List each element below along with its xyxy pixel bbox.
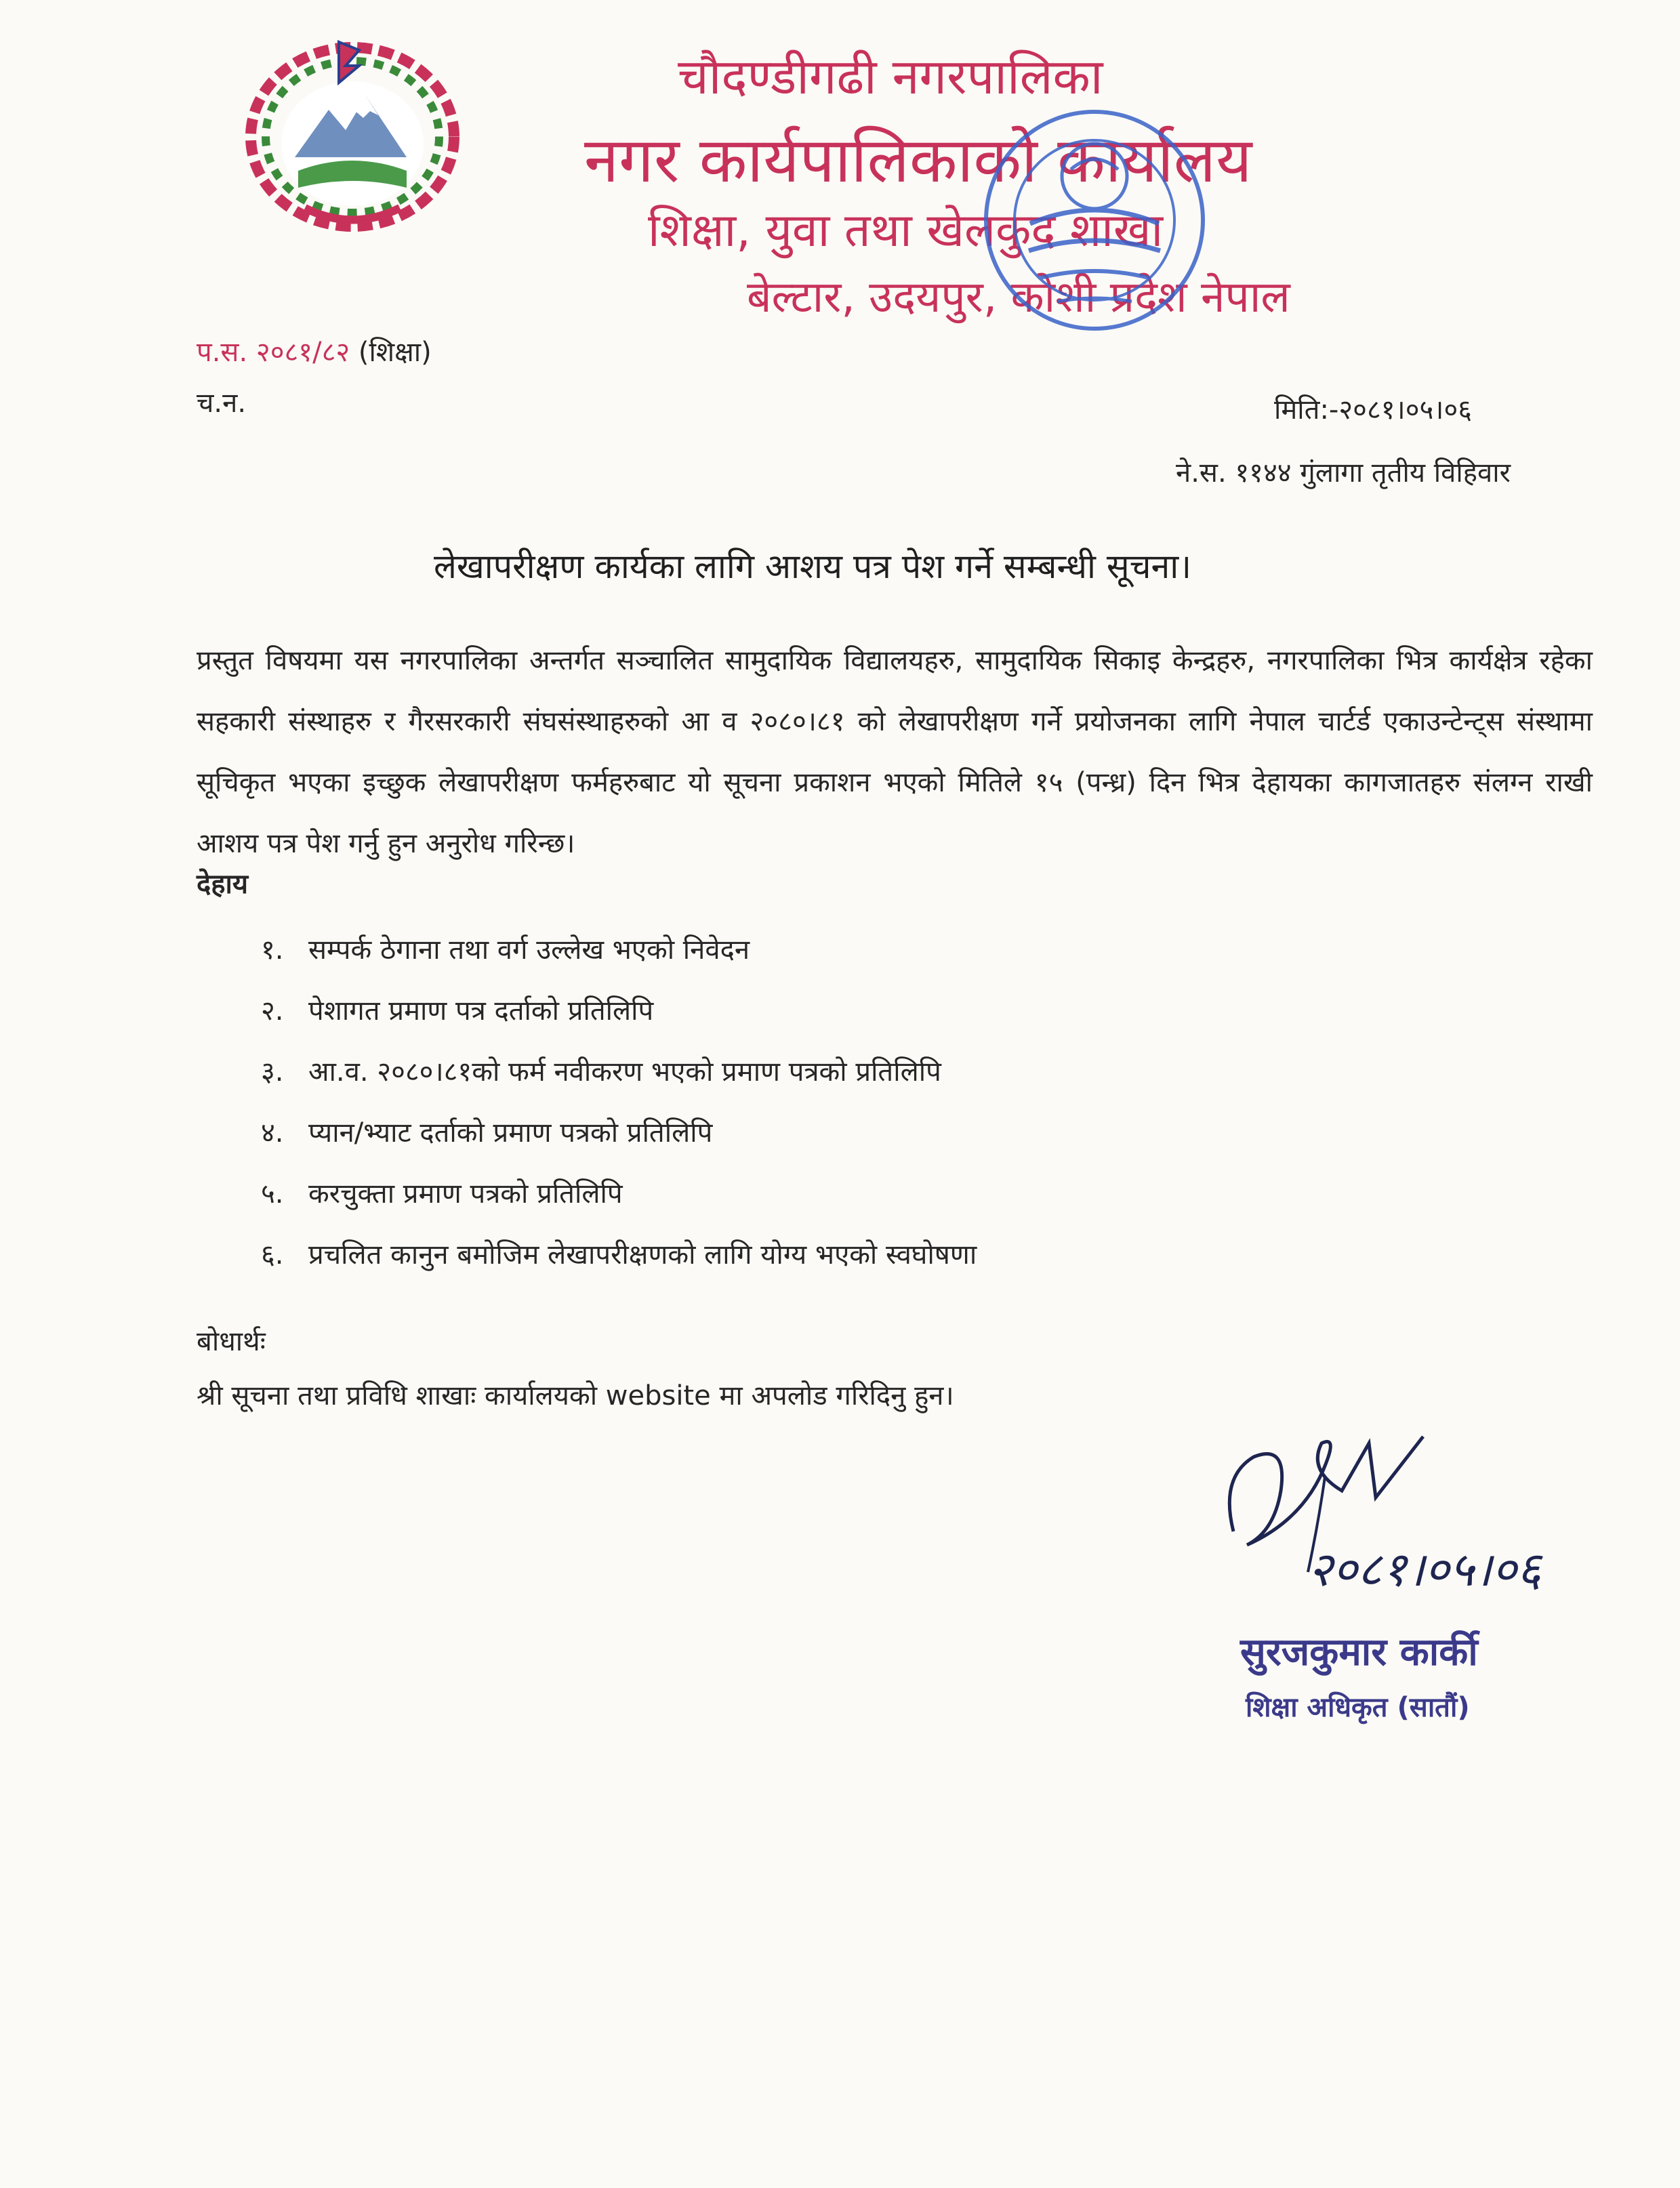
signatory-name: सुरजकुमार कार्की <box>1240 1630 1478 1674</box>
office-stamp-icon <box>976 102 1213 346</box>
list-item <box>261 1235 977 1296</box>
office-address: बेल्टार, उदयपुर, कोशी प्रदेश नेपाल <box>747 272 1290 323</box>
item-text: पेशागत प्रमाण पत्र दर्ताको प्रतिलिपि <box>308 995 654 1027</box>
item-text: करचुक्ता प्रमाण पत्रको प्रतिलिपि <box>308 1178 623 1210</box>
list-item <box>261 1052 977 1113</box>
cc-label: बोधार्थः <box>197 1326 266 1357</box>
date-ns: ने.स. ११४४ गुंलागा तृतीय विहिवार <box>1176 457 1511 489</box>
item-number: २. <box>261 995 284 1027</box>
item-number: ६. <box>261 1239 284 1271</box>
ps-section: (शिक्षा) <box>358 337 432 368</box>
section-name: शिक्षा, युवा तथा खेलकुद शाखा <box>648 204 1164 257</box>
signatory-title: शिक्षा अधिकृत (सातौं) <box>1246 1692 1470 1723</box>
item-number: ५. <box>261 1178 284 1210</box>
ps-number: प.स. २०८१/८२ <box>197 337 350 368</box>
signature-date: २०८१।०५।०६ <box>1308 1542 1542 1597</box>
enclosures-list <box>261 930 977 1296</box>
notice-body: प्रस्तुत विषयमा यस नगरपालिका अन्तर्गत सञ्चालित सामुदायिक विद्यालयहरु, सामुदायिक सिकाइ केन्द्रहरु, नगरपालिका भित्र कार्यक्षेत्र रहेका सहकारी संस्थाहरु र गैरसरकारी संघसंस्थाहरुको आ व २०८०।८१ को लेखापरीक्षण गर्ने प्रयोजनका लागि नेपाल चार्टर्ड एकाउन्टेन्ट्स संस्थामा सूचिकृत भएका इच्छुक लेखापरीक्षण फर्महरुबाट यो सूचना प्रकाशन भएको मितिले १५ (पन्ध्र) दिन भित्र देहायका कागजातहरु संलग्न राखी आशय पत्र पेश गर्नु हुन अनुरोध गरिन्छ। <box>197 645 1593 859</box>
cc-line: श्री सूचना तथा प्रविधि शाखाः कार्यालयको website मा अपलोड गरिदिनु हुन। <box>197 1380 954 1411</box>
list-item <box>261 930 977 991</box>
item-number: ४. <box>261 1117 284 1149</box>
list-item <box>261 991 977 1052</box>
reference-number <box>197 332 432 369</box>
item-number: ३. <box>261 1056 284 1088</box>
office-name: नगर कार्यपालिकाको कार्यालय <box>584 124 1252 197</box>
municipality-name: चौदण्डीगढी नगरपालिका <box>678 48 1103 105</box>
handwritten-signature-icon <box>1206 1416 1586 1619</box>
date-bs: मिति:-२०८१।०५।०६ <box>1274 394 1473 426</box>
list-item <box>261 1174 977 1235</box>
item-text: प्यान/भ्याट दर्ताको प्रमाण पत्रको प्रतिलिपि <box>308 1117 713 1149</box>
enclosures-heading: देहाय <box>197 869 249 900</box>
item-number: १. <box>261 934 284 966</box>
item-text: प्रचलित कानुन बमोजिम लेखापरीक्षणको लागि योग्य भएको स्वघोषणा <box>308 1239 977 1271</box>
notice-subject: लेखापरीक्षण कार्यका लागि आशय पत्र पेश गर्ने सम्बन्धी सूचना। <box>434 547 1192 586</box>
item-text: सम्पर्क ठेगाना तथा वर्ग उल्लेख भएको निवेदन <box>308 934 750 966</box>
item-text: आ.व. २०८०।८१को फर्म नवीकरण भएको प्रमाण पत्रको प्रतिलिपि <box>308 1056 941 1088</box>
dispatch-number: च.न. <box>197 388 247 419</box>
list-item <box>261 1113 977 1174</box>
nepal-emblem-icon <box>237 35 468 239</box>
